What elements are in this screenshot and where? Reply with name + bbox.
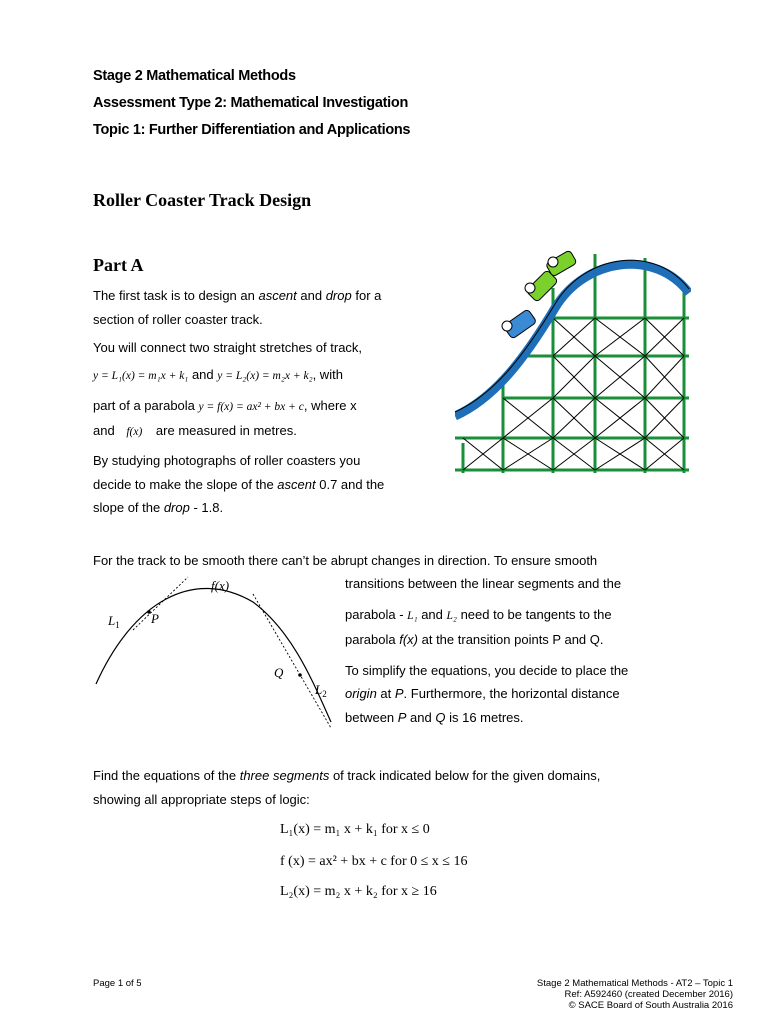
point-q — [298, 673, 302, 677]
parabola-line: part of a parabola y = f(x) = ax² + bx + c, where x — [93, 398, 357, 413]
eq-L1-inline: y = L₁(x) = m₁x + k₁ — [93, 370, 189, 382]
tracks-equation-line: y = L₁(x) = m₁x + k₁ and y = L₂(x) = m₂x + k₂, with — [93, 367, 343, 382]
parabola-diagram — [93, 572, 333, 730]
intro-paragraph: The first task is to design an ascent and drop for a section of roller coaster track. — [93, 288, 382, 327]
P-label: P — [151, 611, 159, 626]
measured-line: and f(x) are measured in metres. — [93, 423, 297, 438]
connect-line: You will connect two straight stretches of track, — [93, 340, 363, 355]
eq-L2-inline: y = L₂(x) = m₂x + k₂ — [217, 370, 313, 382]
Q-label: Q — [274, 665, 284, 680]
smooth-paragraph: transitions between the linear segments and the parabola - L₁ and L₂ need to be tangents to the parabola f(x) at the transition points P and Q. To simplify the equations, you decide to place the origin at P. Furthermore, the horizontal distance between P and Q is 16 metres. — [345, 576, 629, 725]
part-a-heading: Part A — [93, 255, 144, 275]
header-line-1: Stage 2 Mathematical Methods — [93, 68, 296, 84]
L2-label: $L_2$ — [315, 682, 327, 699]
equation-f: f (x) = ax² + bx + c for 0 ≤ x ≤ 16 — [280, 854, 468, 869]
footer-page: Page 1 of 5 — [93, 978, 142, 989]
page-title: Roller Coaster Track Design — [93, 190, 312, 210]
equation-L2: L₂(x) = m₂ x + k₂ for x ≥ 16 — [280, 884, 437, 899]
fx-label: f(x) — [211, 578, 230, 593]
L1-label: $L_1$ — [108, 613, 120, 630]
header-line-2: Assessment Type 2: Mathematical Investigation — [93, 95, 409, 111]
roller-coaster-illustration — [455, 248, 691, 480]
equation-L1: L₁(x) = m₁ x + k₁ for x ≤ 0 — [280, 822, 430, 837]
smooth-line-1: For the track to be smooth there can’t be abrupt changes in direction. To ensure smooth — [93, 553, 598, 568]
slopes-paragraph: By studying photographs of roller coasters you decide to make the slope of the ascent 0.7 and the slope of the drop - 1.8. — [93, 453, 385, 515]
eq-parabola-inline: y = f(x) = ax² + bx + c — [198, 401, 304, 413]
find-paragraph: Find the equations of the three segments of track indicated below for the given domains, showing all appropriate steps of logic: — [93, 768, 601, 807]
header-line-3: Topic 1: Further Differentiation and Applications — [93, 122, 411, 138]
footer-ref: Stage 2 Mathematical Methods - AT2 – Topic 1 Ref: A592460 (created December 2016) © SACE Board of South Australia 2016 — [536, 978, 733, 1011]
